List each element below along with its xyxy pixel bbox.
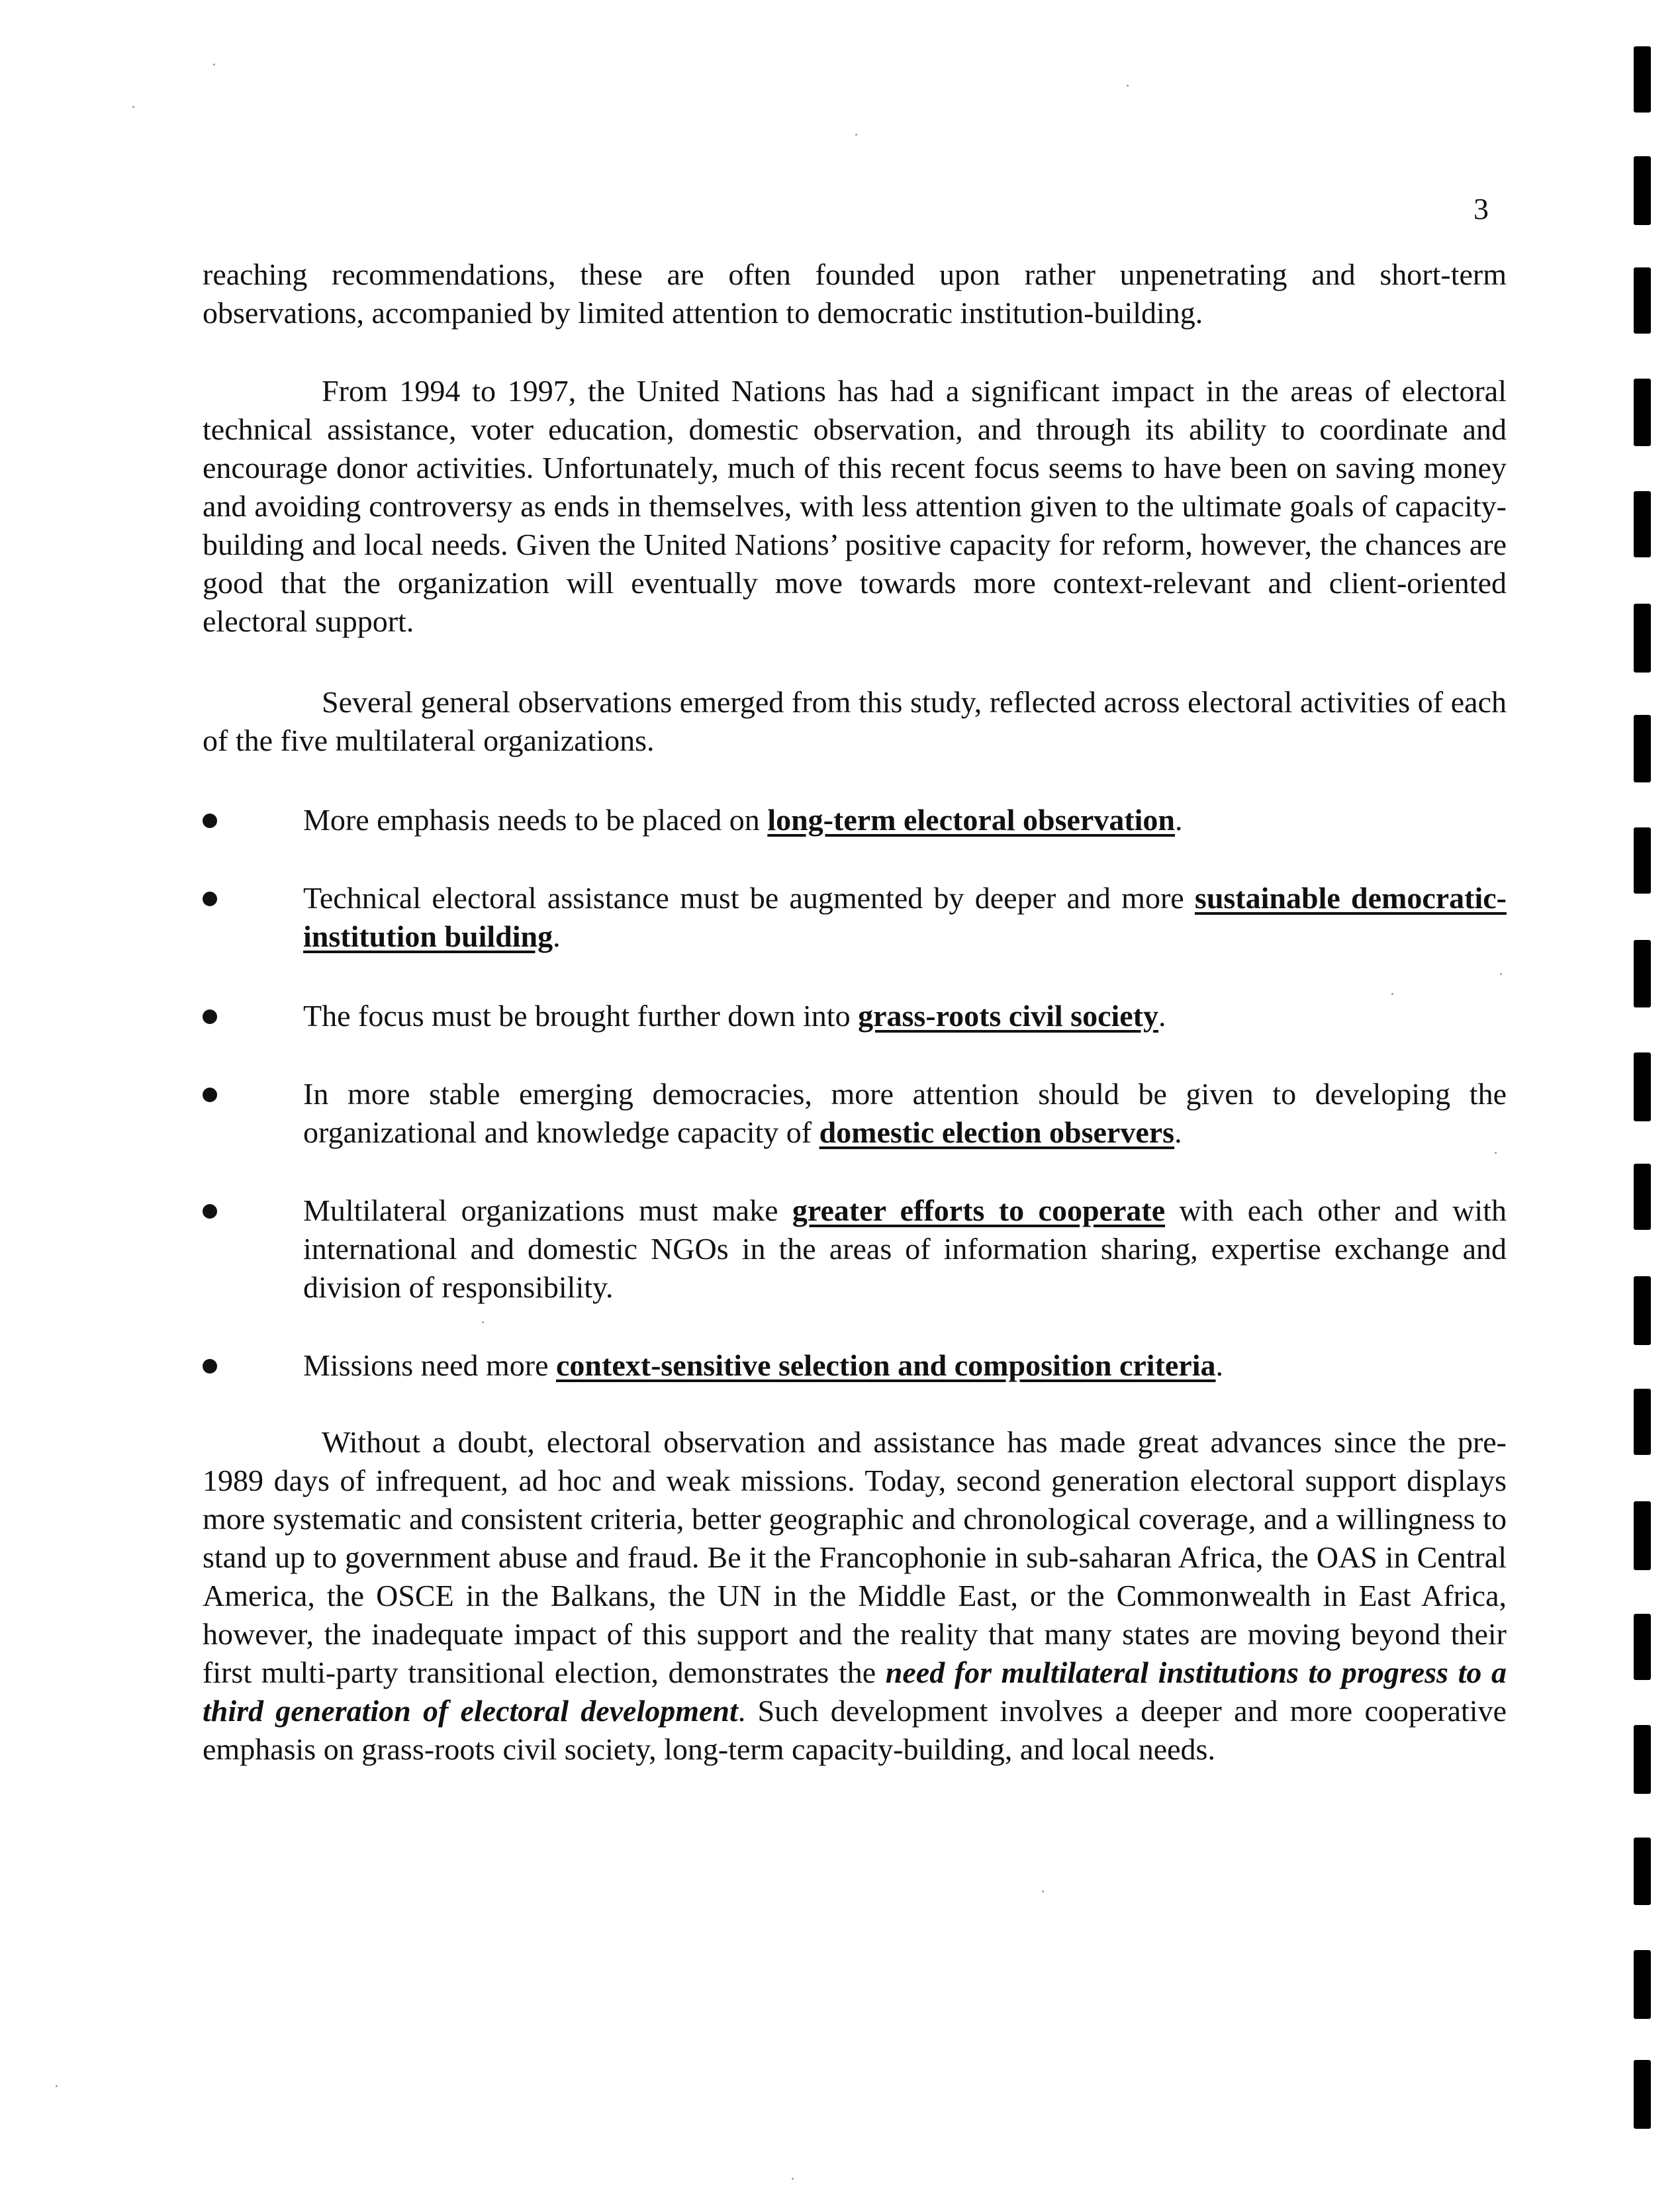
bullet-icon bbox=[203, 814, 217, 828]
bullet-item bbox=[203, 801, 1507, 839]
bullet-text-tail: . bbox=[1174, 1115, 1182, 1149]
bullet-text-lead: The focus must be brought further down into bbox=[303, 999, 859, 1033]
paragraph-conclusion bbox=[203, 1423, 1507, 1769]
bullet-emphasis: context-sensitive selection and composition criteria bbox=[556, 1348, 1216, 1382]
binding-mark bbox=[1634, 1501, 1651, 1570]
conclusion-text-tail: . Such development involves a deeper and more cooperative emphasis on grass-roots civil society, long-term capacity-building, and local needs. bbox=[203, 1694, 1507, 1766]
bullet-emphasis: domestic election observers bbox=[819, 1115, 1175, 1149]
binding-mark bbox=[1634, 940, 1651, 1007]
scan-speck bbox=[1127, 85, 1129, 87]
bullet-text-tail: . bbox=[1175, 803, 1183, 837]
scan-speck bbox=[482, 1321, 484, 1323]
binding-mark bbox=[1634, 46, 1651, 113]
bullet-text-lead: Multilateral organizations must make bbox=[303, 1193, 792, 1227]
binding-mark bbox=[1634, 267, 1651, 334]
bullet-text bbox=[303, 801, 1507, 839]
bullet-icon bbox=[203, 1204, 217, 1219]
bullet-emphasis: greater efforts to cooperate bbox=[792, 1193, 1166, 1227]
paragraph-united-nations: From 1994 to 1997, the United Nations has had a significant impact in the areas of electoral technical assistance, voter education, domestic observation, and through its ability to coordinate and encourage donor activities. Unfortunately, much of this recent focus seems to have been on saving money and avoiding controversy as ends in themselves, with less attention given to the ultimate goals of capacity-building and local needs. Given the United Nations’ positive capacity for reform, however, the chances are good that the organization will eventually move towards more context-relevant and client-oriented electoral support. bbox=[203, 374, 1507, 638]
bullet-item bbox=[203, 997, 1507, 1035]
bullet-text bbox=[303, 1346, 1507, 1385]
scan-speck bbox=[56, 2085, 58, 2087]
bullet-text bbox=[303, 1191, 1507, 1307]
scan-speck bbox=[213, 64, 215, 66]
bullet-text-lead: In more stable emerging democracies, more attention should be given to developing the organizational and knowledge capacity of bbox=[303, 1077, 1507, 1149]
bullet-text bbox=[303, 997, 1507, 1035]
binding-mark bbox=[1634, 1052, 1651, 1121]
bullet-text-tail: . bbox=[1215, 1348, 1223, 1382]
binding-mark bbox=[1634, 1276, 1651, 1345]
binding-mark bbox=[1634, 827, 1651, 894]
bullet-text bbox=[303, 1075, 1507, 1152]
binding-mark bbox=[1634, 715, 1651, 782]
binding-mark bbox=[1634, 1838, 1651, 1905]
bullet-item bbox=[203, 1075, 1507, 1152]
bullet-item bbox=[203, 879, 1507, 956]
bullet-text-tail: . bbox=[553, 919, 561, 953]
binding-mark bbox=[1634, 379, 1651, 446]
bullet-text-tail: . bbox=[1158, 999, 1166, 1033]
conclusion-text-lead: Without a doubt, electoral observation and assistance has made great advances since the pre-1989 days of infrequent, ad hoc and weak missions. Today, second generation electoral support displays more systematic and consistent criteria, better geographic and chronological coverage, and a willingness to stand up to government abuse and fraud. Be it the Francophonie in sub-saharan Africa, the OAS in Central America, the OSCE in the Balkans, the UN in the Middle East, or the Commonwealth in East Africa, however, the inadequate impact of this support and the reality that many states are moving beyond their first multi-party transitional election, demonstrates the bbox=[203, 1425, 1507, 1689]
bullet-text bbox=[303, 879, 1507, 956]
page-number: 3 bbox=[1473, 192, 1489, 226]
scan-speck bbox=[132, 106, 134, 108]
bullet-item bbox=[203, 1191, 1507, 1307]
bullet-text-lead: Technical electoral assistance must be augmented by deeper and more bbox=[303, 881, 1195, 915]
bullet-emphasis: grass-roots civil society bbox=[858, 999, 1158, 1033]
binding-mark bbox=[1634, 1725, 1651, 1794]
scan-speck bbox=[1391, 993, 1393, 995]
scan-speck bbox=[1495, 1152, 1497, 1154]
binding-mark bbox=[1634, 491, 1651, 557]
bullet-icon bbox=[203, 1088, 217, 1102]
bullet-icon bbox=[203, 1359, 217, 1374]
binding-mark bbox=[1634, 1950, 1651, 2019]
binding-mark bbox=[1634, 1164, 1651, 1230]
paragraph-continuation: reaching recommendations, these are often founded upon rather unpenetrating and short-term observations, accompanied by limited attention to democratic institution-building. bbox=[203, 257, 1507, 330]
scan-speck bbox=[1500, 973, 1502, 975]
bullet-item bbox=[203, 1346, 1507, 1385]
conclusion-emphasis: need for multilateral institutions to progress to a third generation of electoral development bbox=[203, 1656, 1507, 1728]
bullet-emphasis: sustainable democratic-institution building bbox=[303, 881, 1507, 953]
bullet-icon bbox=[203, 1009, 217, 1024]
scan-speck bbox=[855, 134, 857, 136]
binding-mark bbox=[1634, 604, 1651, 673]
bullet-emphasis: long-term electoral observation bbox=[767, 803, 1176, 837]
scan-speck bbox=[792, 2178, 794, 2180]
bullet-text-tail: with each other and with international and domestic NGOs in the areas of information sharing, expertise exchange and division of responsibility. bbox=[303, 1193, 1507, 1304]
binding-mark bbox=[1634, 2060, 1651, 2129]
binding-mark bbox=[1634, 1389, 1651, 1455]
paragraph-general-observations: Several general observations emerged from this study, reflected across electoral activities of each of the five multilateral organizations. bbox=[203, 685, 1507, 757]
scan-speck bbox=[1042, 1890, 1044, 1892]
bullet-text-lead: Missions need more bbox=[303, 1348, 557, 1382]
binding-mark bbox=[1634, 156, 1651, 225]
bullet-icon bbox=[203, 892, 217, 906]
bullet-text-lead: More emphasis needs to be placed on bbox=[303, 803, 768, 837]
binding-mark bbox=[1634, 1614, 1651, 1680]
